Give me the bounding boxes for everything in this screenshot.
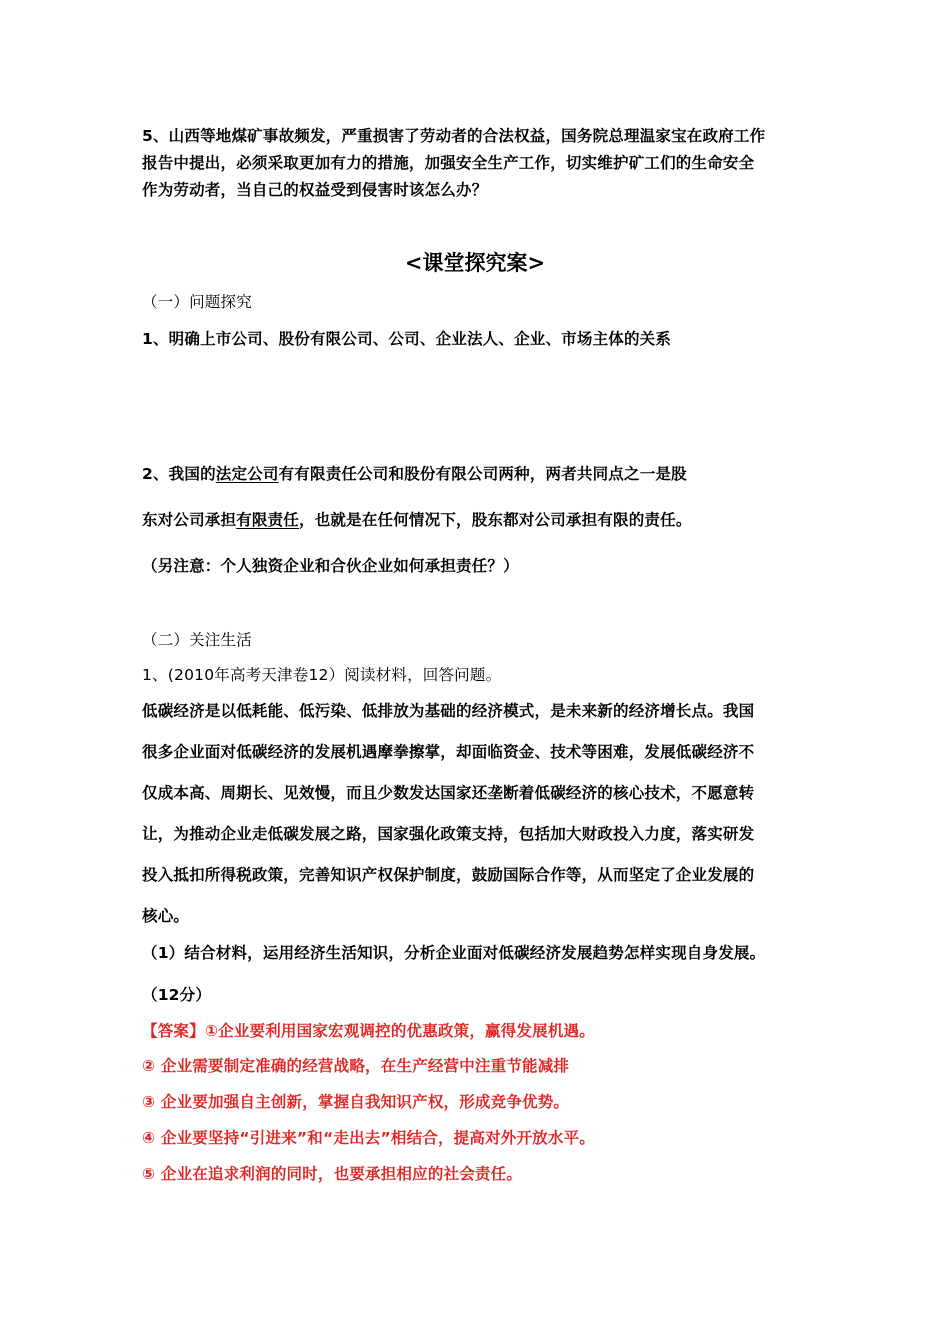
question-5-line-3: 作为劳动者，当自己的权益受到侵害时该怎么办？ [142, 181, 488, 199]
part-2-heading: （二）关注生活 [142, 631, 252, 649]
answer-1 [142, 1021, 595, 1041]
part-1-note: （另注意：个人独资企业和合伙企业如何承担责任？） [142, 557, 519, 575]
part-1-heading: （一）问题探究 [142, 293, 252, 311]
answer-4: ④ 企业要坚持“引进来”和“走出去”相结合，提高对外开放水平。 [142, 1129, 595, 1147]
item-2-text-2: 东对公司承担 [142, 511, 237, 529]
question-5-line-2: 报告中提出，必须采取更加有力的措施，加强安全生产工作，切实维护矿工们的生命安全 [142, 154, 755, 172]
question-1: （1）结合材料，运用经济生活知识，分析企业面对低碳经济发展趋势怎样实现自身发展。 [142, 944, 766, 962]
answer-5: ⑤ 企业在追求利润的同时，也要承担相应的社会责任。 [142, 1165, 523, 1183]
part-2-item-1: 1、(2010年高考天津卷12）阅读材料，回答问题。 [142, 666, 502, 684]
item-2-limited-liability: 有限责任 [236, 511, 300, 529]
part-1-item-1: 1、明确上市公司、股份有限公司、公司、企业法人、企业、市场主体的关系 [142, 330, 672, 348]
material-line-5: 投入抵扣所得税政策，完善知识产权保护制度，鼓励国际合作等，从而坚定了企业发展的 [142, 866, 755, 884]
part-1-item-2-line-2 [142, 510, 692, 530]
question-score: （12分） [142, 986, 212, 1004]
answer-3: ③ 企业要加强自主创新，掌握自我知识产权，形成竞争优势。 [142, 1093, 570, 1111]
material-line-1: 低碳经济是以低耗能、低污染、低排放为基础的经济模式，是未来新的经济增长点。我国 [142, 702, 755, 720]
item-2-text-3: ，也就是在任何情况下，股东都对公司承担有限的责任。 [299, 511, 692, 529]
answer-label: 【答案】 [142, 1022, 205, 1040]
part-1-item-2-line-1 [142, 464, 687, 484]
question-5-line-1: 5、山西等地煤矿事故频发，严重损害了劳动者的合法权益，国务院总理温家宝在政府工作 [142, 127, 766, 145]
material-line-3: 仅成本高、周期长、见效慢，而且少数发达国家还垄断着低碳经济的核心技术，不愿意转 [142, 784, 755, 802]
item-2-legal-company: 法定公司 [215, 465, 279, 483]
item-2-text: 有有限责任公司和股份有限公司两种，两者共同点之一是股 [278, 465, 687, 483]
material-line-2: 很多企业面对低碳经济的发展机遇摩拳擦掌，却面临资金、技术等困难，发展低碳经济不 [142, 743, 755, 761]
item-2-prefix: 2、我国的 [142, 465, 216, 483]
section-title: <课堂探究案> [404, 250, 546, 275]
answer-2: ② 企业需要制定准确的经营战略，在生产经营中注重节能减排 [142, 1057, 570, 1075]
answer-1-text: ①企业要利用国家宏观调控的优惠政策，赢得发展机遇。 [204, 1022, 595, 1040]
material-line-6: 核心。 [142, 907, 190, 925]
material-line-4: 让，为推动企业走低碳发展之路，国家强化政策支持，包括加大财政投入力度，落实研发 [142, 825, 755, 843]
